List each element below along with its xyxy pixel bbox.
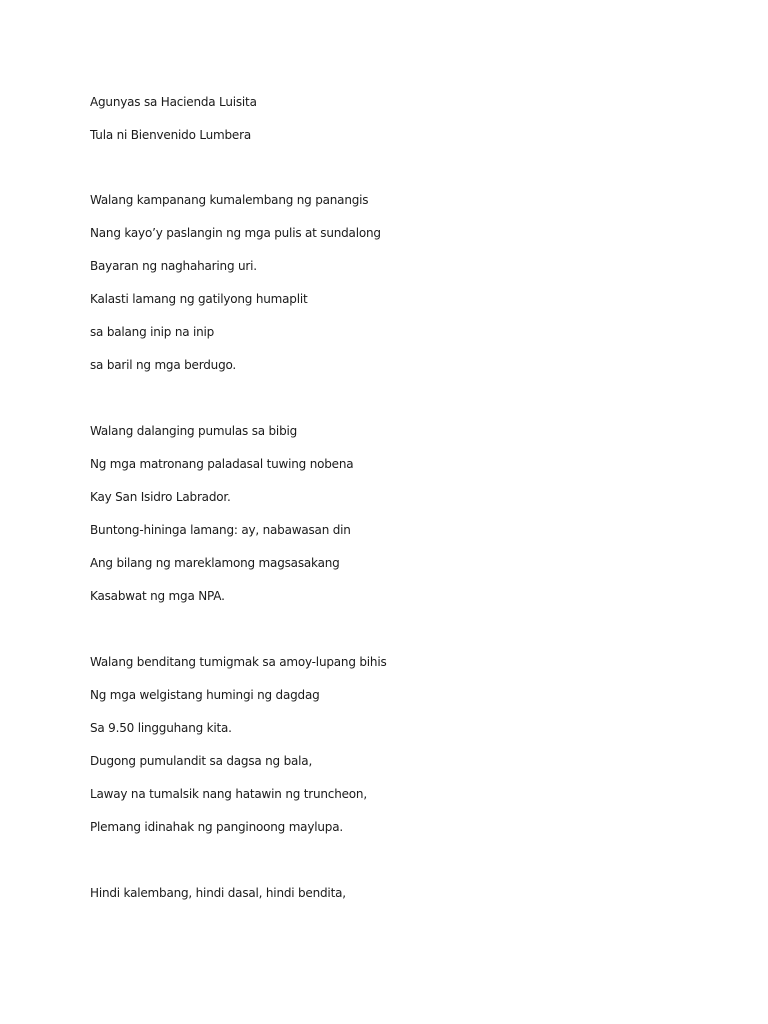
poem-line: Buntong-hininga lamang: ay, nabawasan din bbox=[90, 523, 351, 537]
poem-line: sa balang inip na inip bbox=[90, 325, 215, 339]
poem-line: Bayaran ng naghaharing uri. bbox=[90, 259, 257, 273]
poem-line: Walang dalanging pumulas sa bibig bbox=[90, 424, 298, 438]
poem-line: Sa 9.50 lingguhang kita. bbox=[90, 721, 232, 735]
poem-line: sa baril ng mga berdugo. bbox=[90, 358, 237, 372]
poem-line: Nang kayo’y paslangin ng mga pulis at sundalong bbox=[90, 226, 381, 240]
poem-line: Hindi kalembang, hindi dasal, hindi bendita, bbox=[90, 886, 346, 900]
poem-line: Kasabwat ng mga NPA. bbox=[90, 589, 225, 603]
poem-line: Ng mga matronang paladasal tuwing nobena bbox=[90, 457, 354, 471]
poem-line: Kay San Isidro Labrador. bbox=[90, 490, 231, 504]
poem-byline: Tula ni Bienvenido Lumbera bbox=[90, 128, 251, 142]
poem-line: Plemang idinahak ng panginoong maylupa. bbox=[90, 820, 343, 834]
poem-line: Dugong pumulandit sa dagsa ng bala, bbox=[90, 754, 313, 768]
poem-line: Walang kampanang kumalembang ng panangis bbox=[90, 193, 369, 207]
poem-line: Kalasti lamang ng gatilyong humaplit bbox=[90, 292, 308, 306]
poem-line: Walang benditang tumigmak sa amoy-lupang bihis bbox=[90, 655, 387, 669]
poem-title: Agunyas sa Hacienda Luisita bbox=[90, 95, 257, 109]
poem-line: Ng mga welgistang humingi ng dagdag bbox=[90, 688, 320, 702]
poem-line: Laway na tumalsik nang hatawin ng truncheon, bbox=[90, 787, 367, 801]
poem-line: Ang bilang ng mareklamong magsasakang bbox=[90, 556, 340, 570]
